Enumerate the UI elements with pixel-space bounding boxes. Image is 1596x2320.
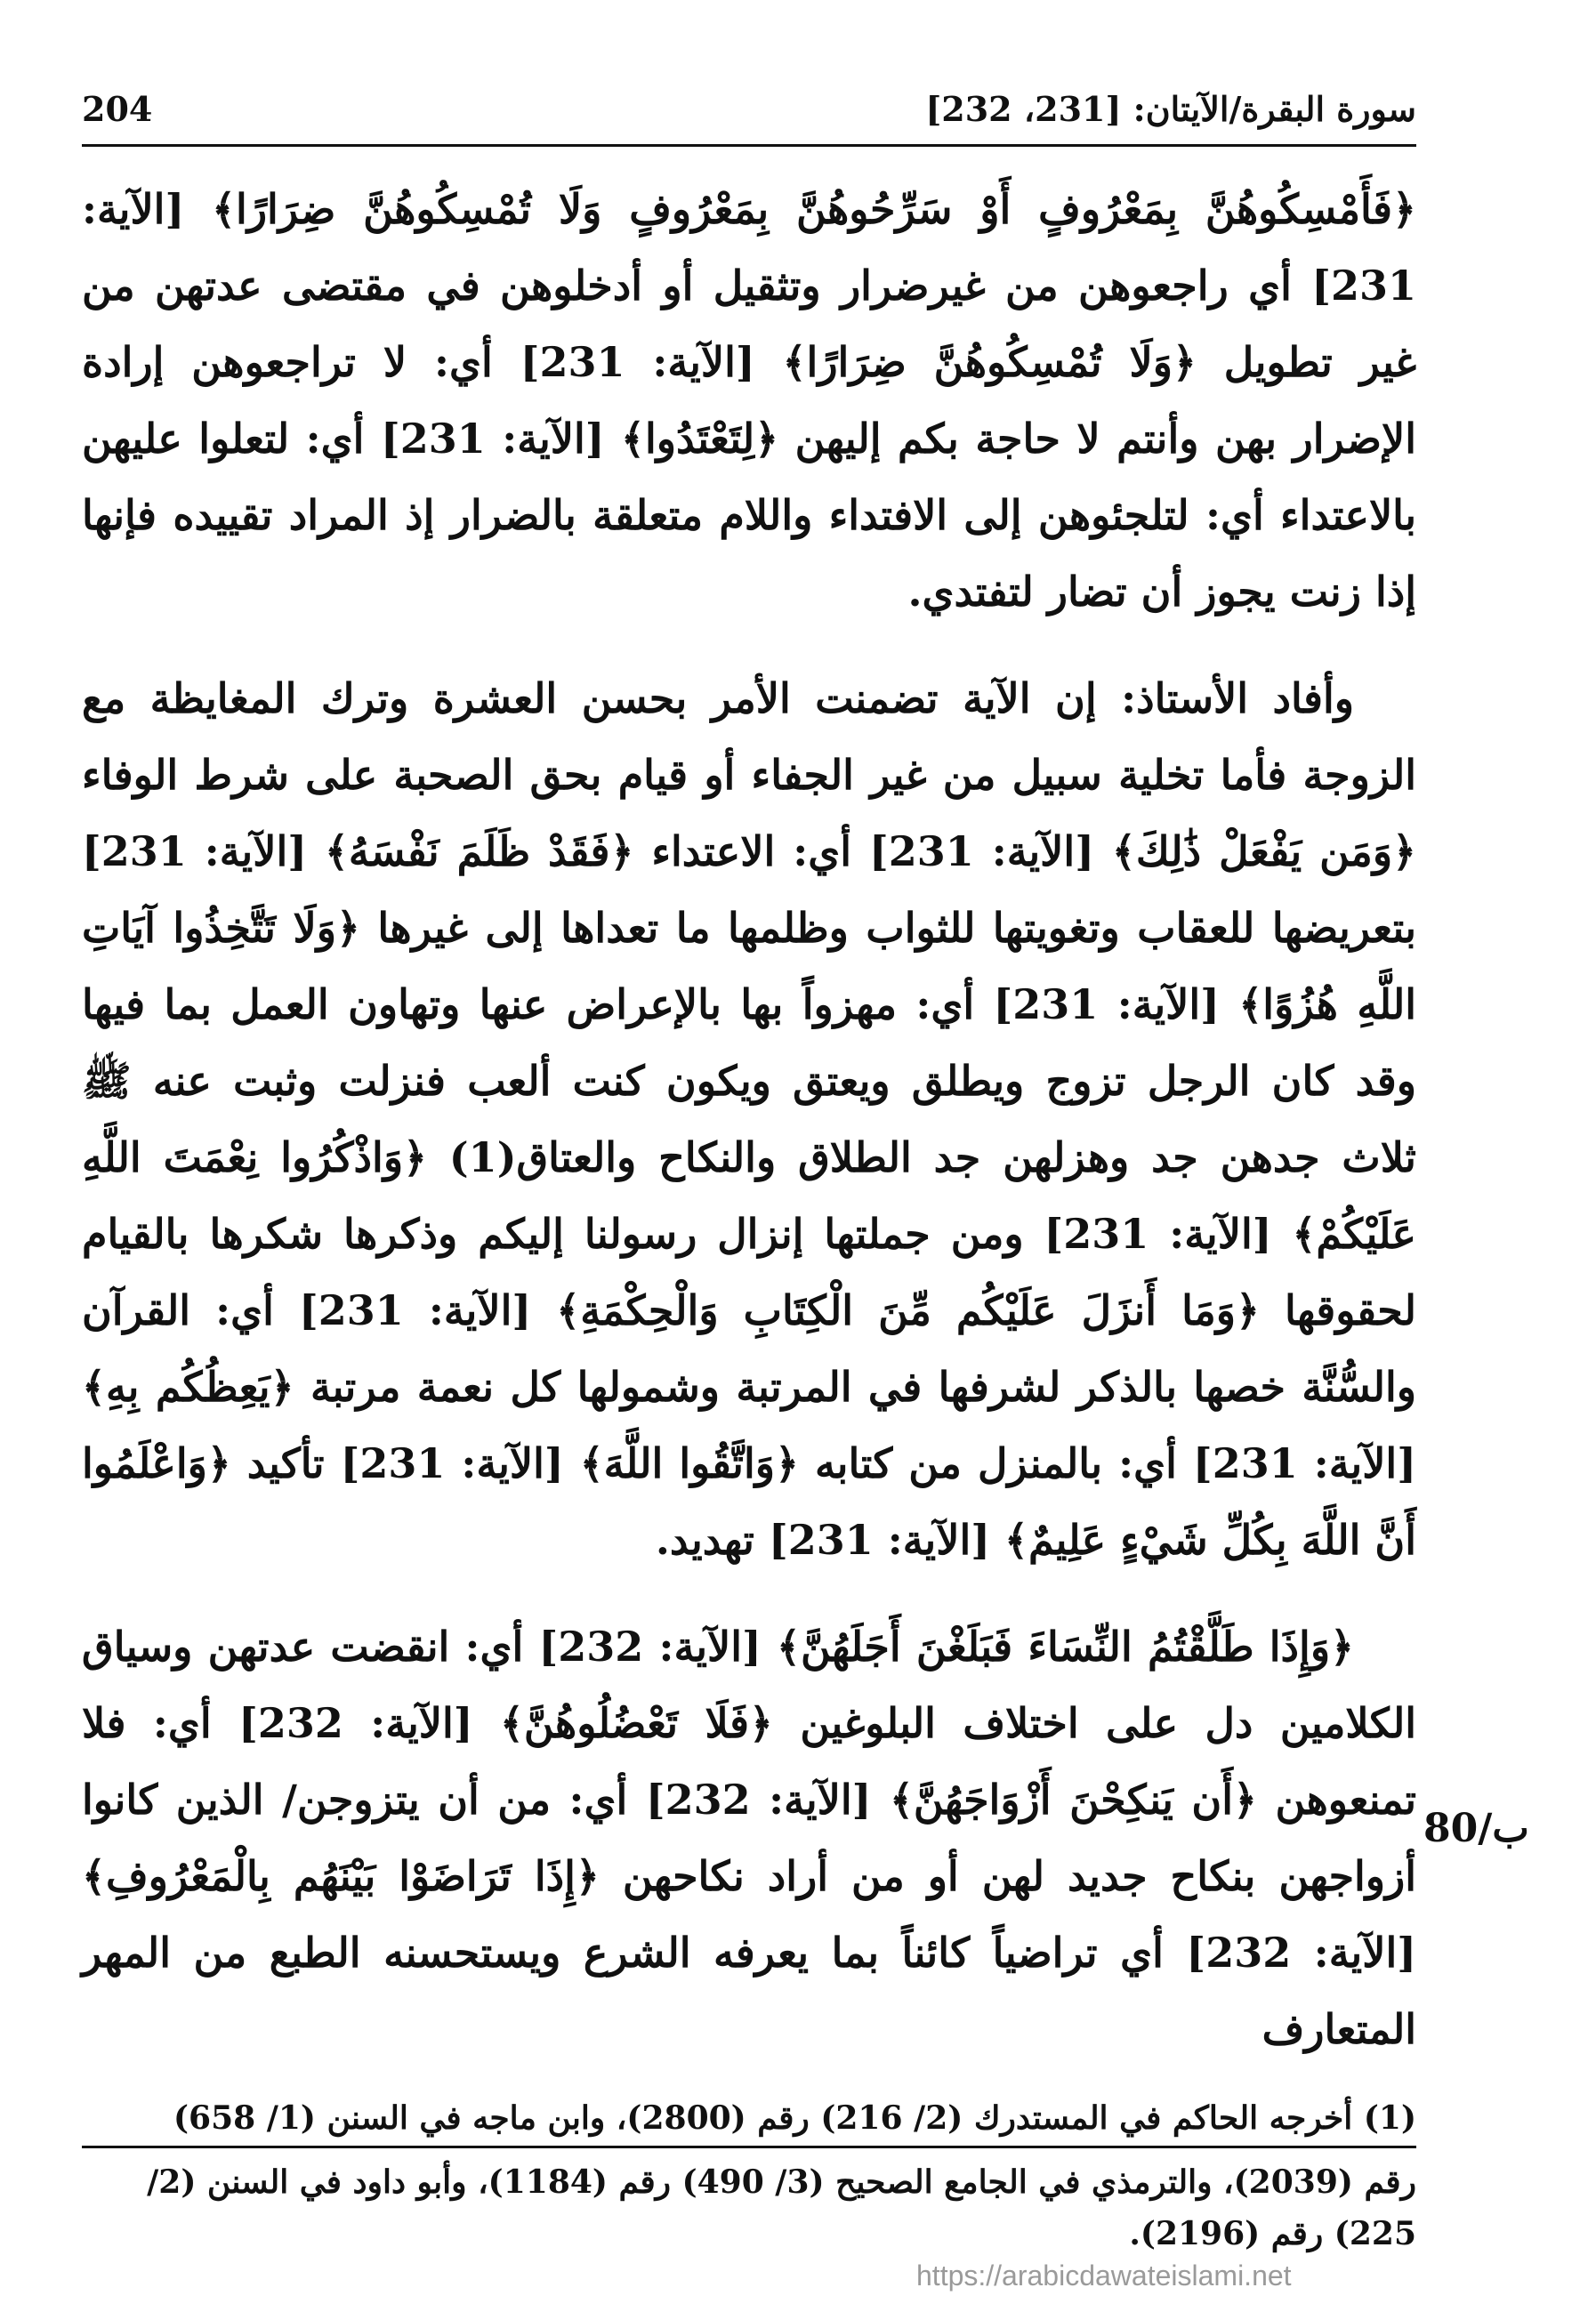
main-text [82,171,1416,2067]
footnote-line-1: (1) أخرجه الحاكم في المستدرك (2/ 216) رقم (2800)، وابن ماجه في السنن (1/ 658) [173,2099,1416,2137]
page-header [82,82,1416,135]
paragraph-3: ﴿وَإِذَا طَلَّقْتُمُ النِّسَاءَ فَبَلَغْنَ أَجَلَهُنَّ﴾ [الآية: 232] أي: انقضت عدتهن وسياق الكلامين دل على اختلاف البلوغين ﴿فَلَا تَعْضُلُوهُنَّ﴾ [الآية: 232] أي: فلا تمنعوهن ﴿أَن يَنكِحْنَ أَزْوَاجَهُنَّ﴾ [الآية: 232] أي: من أن يتزوجن/ الذين كانوا أزواجهن بنكاح جديد لهن أو من أراد نكاحهن ﴿إِذَا تَرَاضَوْا بَيْنَهُم بِالْمَعْرُوفِ﴾ [الآية: 232] أي تراضياً كائناً بما يعرفه الشرع ويستحسنه الطبع من المهر المتعارف [82,1623,1417,2053]
footnotes [82,2092,1416,2260]
manuscript-folio-note: 80/ب [1423,1806,1529,1851]
header-divider [82,144,1416,147]
running-title: سورة البقرة/الآيتان: [231، 232] [925,88,1416,129]
watermark-url: https://arabicdawateislami.net [916,2260,1292,2292]
page-number: 204 [82,88,153,129]
footnote-line-2: رقم (2039)، والترمذي في الجامع الصحيح (3/ 490) رقم (1184)، وأبو داود في السنن (2/ 225) رقم (2196). [147,2163,1416,2252]
paragraph-1: ﴿فَأَمْسِكُوهُنَّ بِمَعْرُوفٍ أَوْ سَرِّحُوهُنَّ بِمَعْرُوفٍ وَلَا تُمْسِكُوهُنَّ ضِرَارًا﴾ [الآية: 231] أي راجعوهن من غيرضرار وتثقيل أو أدخلوهن في مقتضى عدتهن من غير تطويل ﴿وَلَا تُمْسِكُوهُنَّ ضِرَارًا﴾ [الآية: 231] أي: لا تراجعوهن إرادة الإضرار بهن وأنتم لا حاجة بكم إليهن ﴿لِتَعْتَدُوا﴾ [الآية: 231] أي: لتعلوا عليهن بالاعتداء أي: لتلجئوهن إلى الافتداء واللام متعلقة بالضرار إذ المراد تقييده فإنها إذا زنت يجوز أن تضار لتفتدي. [82,185,1416,616]
footnote-divider [82,2146,1416,2148]
paragraph-2: وأفاد الأستاذ: إن الآية تضمنت الأمر بحسن العشرة وترك المغايظة مع الزوجة فأما تخلية سبيل من غير الجفاء أو قيام بحق الصحبة على شرط الوفاء ﴿وَمَن يَفْعَلْ ذَٰلِكَ﴾ [الآية: 231] أي: الاعتداء ﴿فَقَدْ ظَلَمَ نَفْسَهُ﴾ [الآية: 231] بتعريضها للعقاب وتغويتها للثواب وظلمها ما تعداها إلى غيرها ﴿وَلَا تَتَّخِذُوا آيَاتِ اللَّهِ هُزُوًا﴾ [الآية: 231] أي: مهزواً بها بالإعراض عنها وتهاون العمل بما فيها وقد كان الرجل تزوج ويطلق ويعتق ويكون كنت ألعب فنزلت وثبت عنه ﷺ ثلاث جدهن جد وهزلهن جد الطلاق والنكاح والعتاق(1) ﴿وَاذْكُرُوا نِعْمَتَ اللَّهِ عَلَيْكُمْ﴾ [الآية: 231] ومن جملتها إنزال رسولنا إليكم وذكرها شكرها بالقيام لحقوقها ﴿وَمَا أَنزَلَ عَلَيْكُم مِّنَ الْكِتَابِ وَالْحِكْمَةِ﴾ [الآية: 231] أي: القرآن والسُّنَّة خصها بالذكر لشرفها في المرتبة وشمولها كل نعمة مرتبة ﴿يَعِظُكُم بِهِ﴾ [الآية: 231] أي: بالمنزل من كتابه ﴿وَاتَّقُوا اللَّهَ﴾ [الآية: 231] تأكيد ﴿وَاعْلَمُوا أَنَّ اللَّهَ بِكُلِّ شَيْءٍ عَلِيمٌ﴾ [الآية: 231] تهديد. [82,674,1417,1564]
